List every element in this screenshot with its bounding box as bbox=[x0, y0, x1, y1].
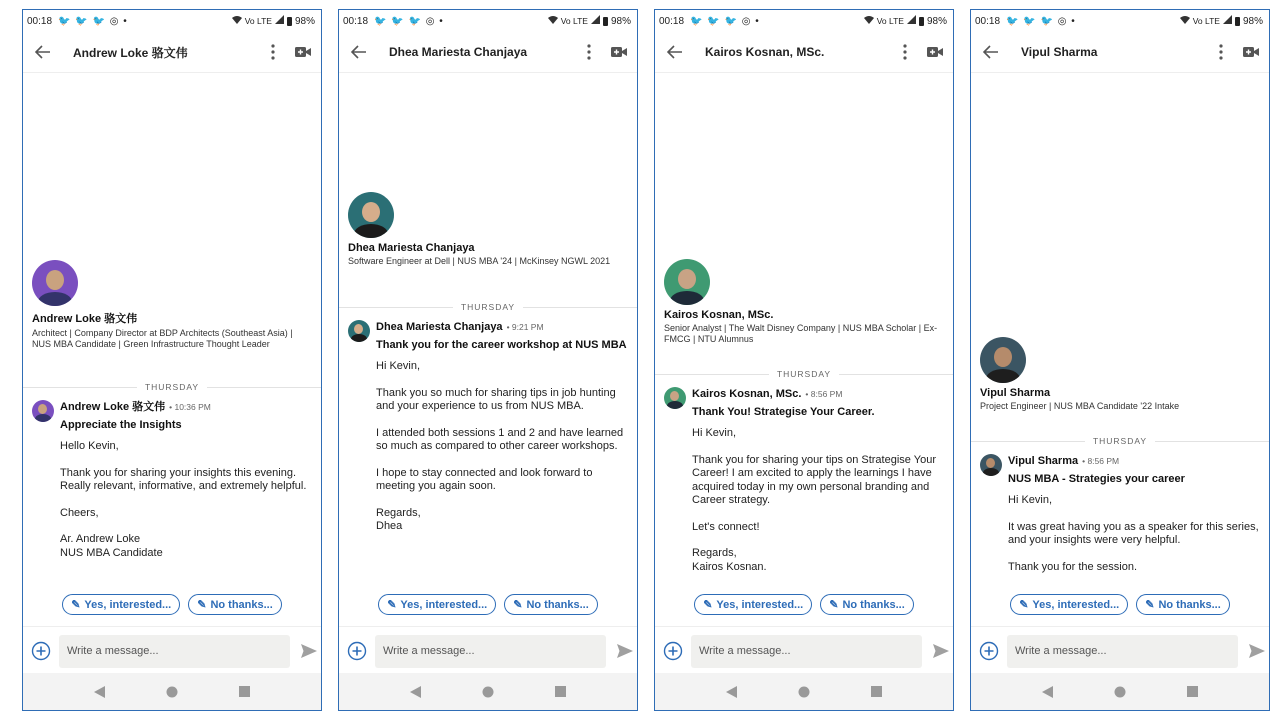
message-composer bbox=[23, 626, 321, 675]
battery-percent: 98% bbox=[1242, 15, 1263, 27]
conversation-title: Andrew Loke 骆文伟 bbox=[73, 45, 188, 60]
nav-back-icon[interactable] bbox=[721, 682, 741, 702]
no-thanks-button[interactable] bbox=[1136, 594, 1230, 615]
date-divider bbox=[23, 381, 321, 393]
message-body bbox=[376, 360, 627, 534]
video-call-icon[interactable] bbox=[289, 32, 317, 72]
yes-interested-label: Yes, interested... bbox=[400, 598, 488, 611]
message-sender-line bbox=[692, 387, 943, 401]
send-icon[interactable] bbox=[614, 640, 636, 662]
more-options-icon[interactable] bbox=[579, 32, 599, 72]
message-paragraph: Hello Kevin, bbox=[60, 440, 119, 452]
message-paragraph: Hi Kevin, bbox=[376, 360, 421, 372]
signal-icon bbox=[1223, 15, 1232, 27]
no-thanks-label: No thanks... bbox=[842, 598, 905, 611]
pencil-icon: ✎ bbox=[513, 599, 523, 611]
pencil-icon: ✎ bbox=[1019, 599, 1029, 611]
signal-icon bbox=[907, 15, 916, 27]
android-nav-bar bbox=[655, 673, 953, 710]
pencil-icon: ✎ bbox=[829, 599, 839, 611]
message-paragraph: Thank you for the session. bbox=[1008, 560, 1138, 573]
profile-avatar[interactable] bbox=[980, 337, 1026, 383]
message-sender-line bbox=[1008, 454, 1259, 468]
profile-name[interactable]: Andrew Loke 骆文伟 bbox=[32, 313, 138, 325]
back-arrow-icon[interactable] bbox=[973, 32, 1009, 72]
date-divider-label: THURSDAY bbox=[144, 382, 200, 392]
date-divider bbox=[655, 368, 953, 380]
message-time: • 8:56 PM bbox=[805, 389, 843, 399]
profile-card[interactable] bbox=[348, 192, 629, 267]
message-sender[interactable]: Dhea Mariesta Chanjaya bbox=[376, 321, 503, 333]
signal-icon bbox=[591, 15, 600, 27]
status-time: 00:18 bbox=[343, 15, 369, 27]
profile-headline: Software Engineer at Dell | NUS MBA '24 | McKinsey NGWL 2021 bbox=[348, 256, 611, 266]
sender-avatar[interactable] bbox=[980, 454, 1002, 476]
message-sender[interactable]: Andrew Loke 骆文伟 bbox=[60, 401, 166, 413]
message-paragraph: Thank you for sharing your tips on Strategise Your Career! I am excited to apply the learnings I have acquired today in my own personal branding and Career strategy. bbox=[692, 453, 936, 506]
sender-avatar[interactable] bbox=[664, 387, 686, 409]
message-subject: NUS MBA - Strategies your career bbox=[1008, 473, 1185, 485]
no-thanks-button[interactable] bbox=[188, 594, 282, 615]
wifi-icon bbox=[232, 15, 242, 27]
back-arrow-icon[interactable] bbox=[657, 32, 693, 72]
no-thanks-label: No thanks... bbox=[526, 598, 589, 611]
message-composer bbox=[971, 626, 1269, 675]
conversation-title: Dhea Mariesta Chanjaya bbox=[389, 45, 528, 59]
pencil-icon: ✎ bbox=[387, 599, 397, 611]
profile-headline: Project Engineer | NUS MBA Candidate '22 Intake bbox=[980, 401, 1180, 411]
more-options-icon[interactable] bbox=[1211, 32, 1231, 72]
yes-interested-button[interactable] bbox=[1010, 594, 1128, 615]
pencil-icon: ✎ bbox=[71, 599, 81, 611]
battery-percent: 98% bbox=[926, 15, 947, 27]
profile-name[interactable]: Kairos Kosnan, MSc. bbox=[664, 309, 774, 321]
message-sender[interactable]: Kairos Kosnan, MSc. bbox=[692, 388, 802, 400]
nav-home-icon[interactable] bbox=[478, 682, 498, 702]
profile-name[interactable]: Vipul Sharma bbox=[980, 387, 1051, 399]
conversation-title: Vipul Sharma bbox=[1021, 45, 1098, 59]
video-call-icon[interactable] bbox=[921, 32, 949, 72]
message-input[interactable]: Write a message... bbox=[375, 635, 606, 668]
message-subject: Thank you for the career workshop at NUS MBA bbox=[376, 339, 627, 351]
message-paragraph: Hi Kevin, bbox=[692, 427, 737, 439]
send-icon[interactable] bbox=[1246, 640, 1268, 662]
message-paragraph: Cheers, bbox=[60, 506, 99, 519]
profile-avatar[interactable] bbox=[664, 259, 710, 305]
message-sender[interactable]: Vipul Sharma bbox=[1008, 455, 1079, 467]
message-subject: Thank You! Strategise Your Career. bbox=[692, 406, 875, 418]
message-item bbox=[664, 387, 943, 587]
no-thanks-label: No thanks... bbox=[210, 598, 273, 611]
volte-label: Vo LTE bbox=[560, 16, 588, 26]
android-nav-bar bbox=[23, 673, 321, 710]
status-time: 00:18 bbox=[659, 15, 685, 27]
message-paragraph: Thank you for sharing your insights this evening. Really relevant, informative, and extremely helpful. bbox=[60, 466, 307, 492]
date-divider-label: THURSDAY bbox=[1092, 436, 1148, 446]
profile-avatar[interactable] bbox=[32, 260, 78, 306]
more-options-icon[interactable] bbox=[895, 32, 915, 72]
battery-icon bbox=[603, 17, 608, 26]
date-divider bbox=[339, 301, 637, 313]
message-time: • 8:56 PM bbox=[1082, 456, 1120, 466]
send-icon[interactable] bbox=[298, 640, 320, 662]
nav-back-icon[interactable] bbox=[405, 682, 425, 702]
date-divider-label: THURSDAY bbox=[460, 302, 516, 312]
message-input[interactable]: Write a message... bbox=[59, 635, 290, 668]
status-bar bbox=[23, 10, 321, 32]
date-divider-label: THURSDAY bbox=[776, 369, 832, 379]
message-paragraph: Thank you so much for sharing tips in job hunting and your experience to us from NUS MBA. bbox=[376, 386, 616, 412]
no-thanks-label: No thanks... bbox=[1158, 598, 1221, 611]
nav-recents-icon[interactable] bbox=[867, 682, 887, 702]
pencil-icon: ✎ bbox=[197, 599, 207, 611]
message-subject: Appreciate the Insights bbox=[60, 419, 182, 431]
status-time: 00:18 bbox=[27, 15, 53, 27]
pencil-icon: ✎ bbox=[703, 599, 713, 611]
add-attachment-icon[interactable] bbox=[30, 640, 52, 662]
profile-card[interactable] bbox=[980, 337, 1261, 412]
message-time: • 9:21 PM bbox=[506, 322, 544, 332]
app-bar bbox=[971, 32, 1269, 73]
pencil-icon: ✎ bbox=[1145, 599, 1155, 611]
battery-icon bbox=[287, 17, 292, 26]
yes-interested-label: Yes, interested... bbox=[716, 598, 804, 611]
message-paragraph: I attended both sessions 1 and 2 and have learned so much as compared to other career workshops. bbox=[376, 426, 624, 452]
nav-home-icon[interactable] bbox=[794, 682, 814, 702]
message-body bbox=[692, 427, 943, 574]
send-icon[interactable] bbox=[930, 640, 952, 662]
video-call-icon[interactable] bbox=[605, 32, 633, 72]
message-composer bbox=[655, 626, 953, 675]
message-body bbox=[1008, 494, 1259, 574]
battery-icon bbox=[919, 17, 924, 26]
signal-icon bbox=[275, 15, 284, 27]
sender-avatar[interactable] bbox=[348, 320, 370, 342]
status-bar bbox=[655, 10, 953, 32]
volte-label: Vo LTE bbox=[1192, 16, 1220, 26]
android-nav-bar bbox=[339, 673, 637, 710]
no-thanks-button[interactable] bbox=[820, 594, 914, 615]
battery-icon bbox=[1235, 17, 1240, 26]
status-right bbox=[864, 15, 947, 27]
nav-recents-icon[interactable] bbox=[235, 682, 255, 702]
conversation-title: Kairos Kosnan, MSc. bbox=[705, 45, 825, 59]
nav-back-icon[interactable] bbox=[89, 682, 109, 702]
sender-avatar[interactable] bbox=[32, 400, 54, 422]
wifi-icon bbox=[1180, 15, 1190, 27]
profile-headline: Architect | Company Director at BDP Architects (Southeast Asia) | NUS MBA Candidate | Green Infrastructure Thought Leader bbox=[32, 328, 293, 349]
wifi-icon bbox=[864, 15, 874, 27]
back-arrow-icon[interactable] bbox=[341, 32, 377, 72]
message-paragraph: Let's connect! bbox=[692, 520, 760, 533]
video-call-icon[interactable] bbox=[1237, 32, 1265, 72]
notification-icons: 🐦 🐦 🐦 ◎ • bbox=[58, 15, 128, 27]
battery-percent: 98% bbox=[610, 15, 631, 27]
back-arrow-icon[interactable] bbox=[25, 32, 61, 72]
status-right bbox=[548, 15, 631, 27]
message-item bbox=[980, 454, 1259, 587]
add-attachment-icon[interactable] bbox=[662, 640, 684, 662]
status-bar bbox=[971, 10, 1269, 32]
notification-icons: 🐦 🐦 🐦 ◎ • bbox=[690, 15, 760, 27]
message-paragraph: Hi Kevin, bbox=[1008, 494, 1053, 506]
profile-card[interactable] bbox=[664, 259, 945, 345]
yes-interested-button[interactable] bbox=[378, 594, 496, 615]
notification-icons: 🐦 🐦 🐦 ◎ • bbox=[1006, 15, 1076, 27]
message-time: • 10:36 PM bbox=[169, 402, 211, 412]
message-body bbox=[60, 440, 311, 560]
nav-home-icon[interactable] bbox=[1110, 682, 1130, 702]
app-bar bbox=[655, 32, 953, 73]
date-divider bbox=[971, 435, 1269, 447]
message-sender-line bbox=[60, 400, 311, 414]
message-composer bbox=[339, 626, 637, 675]
nav-home-icon[interactable] bbox=[162, 682, 182, 702]
battery-percent: 98% bbox=[294, 15, 315, 27]
conversation-screen bbox=[338, 9, 638, 711]
status-right bbox=[232, 15, 315, 27]
quick-replies bbox=[23, 594, 321, 615]
more-options-icon[interactable] bbox=[263, 32, 283, 72]
profile-headline: Senior Analyst | The Walt Disney Company | NUS MBA Scholar | Ex-FMCG | NTU Alumnus bbox=[664, 323, 938, 344]
android-nav-bar bbox=[971, 673, 1269, 710]
quick-replies bbox=[655, 594, 953, 615]
app-bar bbox=[23, 32, 321, 73]
message-item bbox=[32, 400, 311, 573]
wifi-icon bbox=[548, 15, 558, 27]
yes-interested-button[interactable] bbox=[62, 594, 180, 615]
conversation-screen bbox=[970, 9, 1270, 711]
status-right bbox=[1180, 15, 1263, 27]
message-paragraph: Regards, Kairos Kosnan. bbox=[692, 547, 767, 573]
message-paragraph: It was great having you as a speaker for this series, and your insights were very helpful. bbox=[1008, 520, 1259, 546]
message-input[interactable]: Write a message... bbox=[691, 635, 922, 668]
conversation-screen bbox=[654, 9, 954, 711]
status-bar bbox=[339, 10, 637, 32]
message-item bbox=[348, 320, 627, 547]
yes-interested-label: Yes, interested... bbox=[1032, 598, 1120, 611]
app-bar bbox=[339, 32, 637, 73]
nav-recents-icon[interactable] bbox=[551, 682, 571, 702]
profile-name[interactable]: Dhea Mariesta Chanjaya bbox=[348, 242, 475, 254]
no-thanks-button[interactable] bbox=[504, 594, 598, 615]
add-attachment-icon[interactable] bbox=[346, 640, 368, 662]
yes-interested-label: Yes, interested... bbox=[84, 598, 172, 611]
status-time: 00:18 bbox=[975, 15, 1001, 27]
message-paragraph: Regards, Dhea bbox=[376, 506, 421, 532]
nav-recents-icon[interactable] bbox=[1183, 682, 1203, 702]
nav-back-icon[interactable] bbox=[1037, 682, 1057, 702]
quick-replies bbox=[971, 594, 1269, 615]
message-paragraph: I hope to stay connected and look forward to meeting you again soon. bbox=[376, 466, 593, 492]
message-sender-line bbox=[376, 320, 627, 334]
message-paragraph: Ar. Andrew Loke NUS MBA Candidate bbox=[60, 533, 163, 559]
volte-label: Vo LTE bbox=[244, 16, 272, 26]
quick-replies bbox=[339, 594, 637, 615]
profile-avatar[interactable] bbox=[348, 192, 394, 238]
profile-card[interactable] bbox=[32, 260, 313, 350]
yes-interested-button[interactable] bbox=[694, 594, 812, 615]
message-input[interactable]: Write a message... bbox=[1007, 635, 1238, 668]
volte-label: Vo LTE bbox=[876, 16, 904, 26]
notification-icons: 🐦 🐦 🐦 ◎ • bbox=[374, 15, 444, 27]
add-attachment-icon[interactable] bbox=[978, 640, 1000, 662]
conversation-screen bbox=[22, 9, 322, 711]
